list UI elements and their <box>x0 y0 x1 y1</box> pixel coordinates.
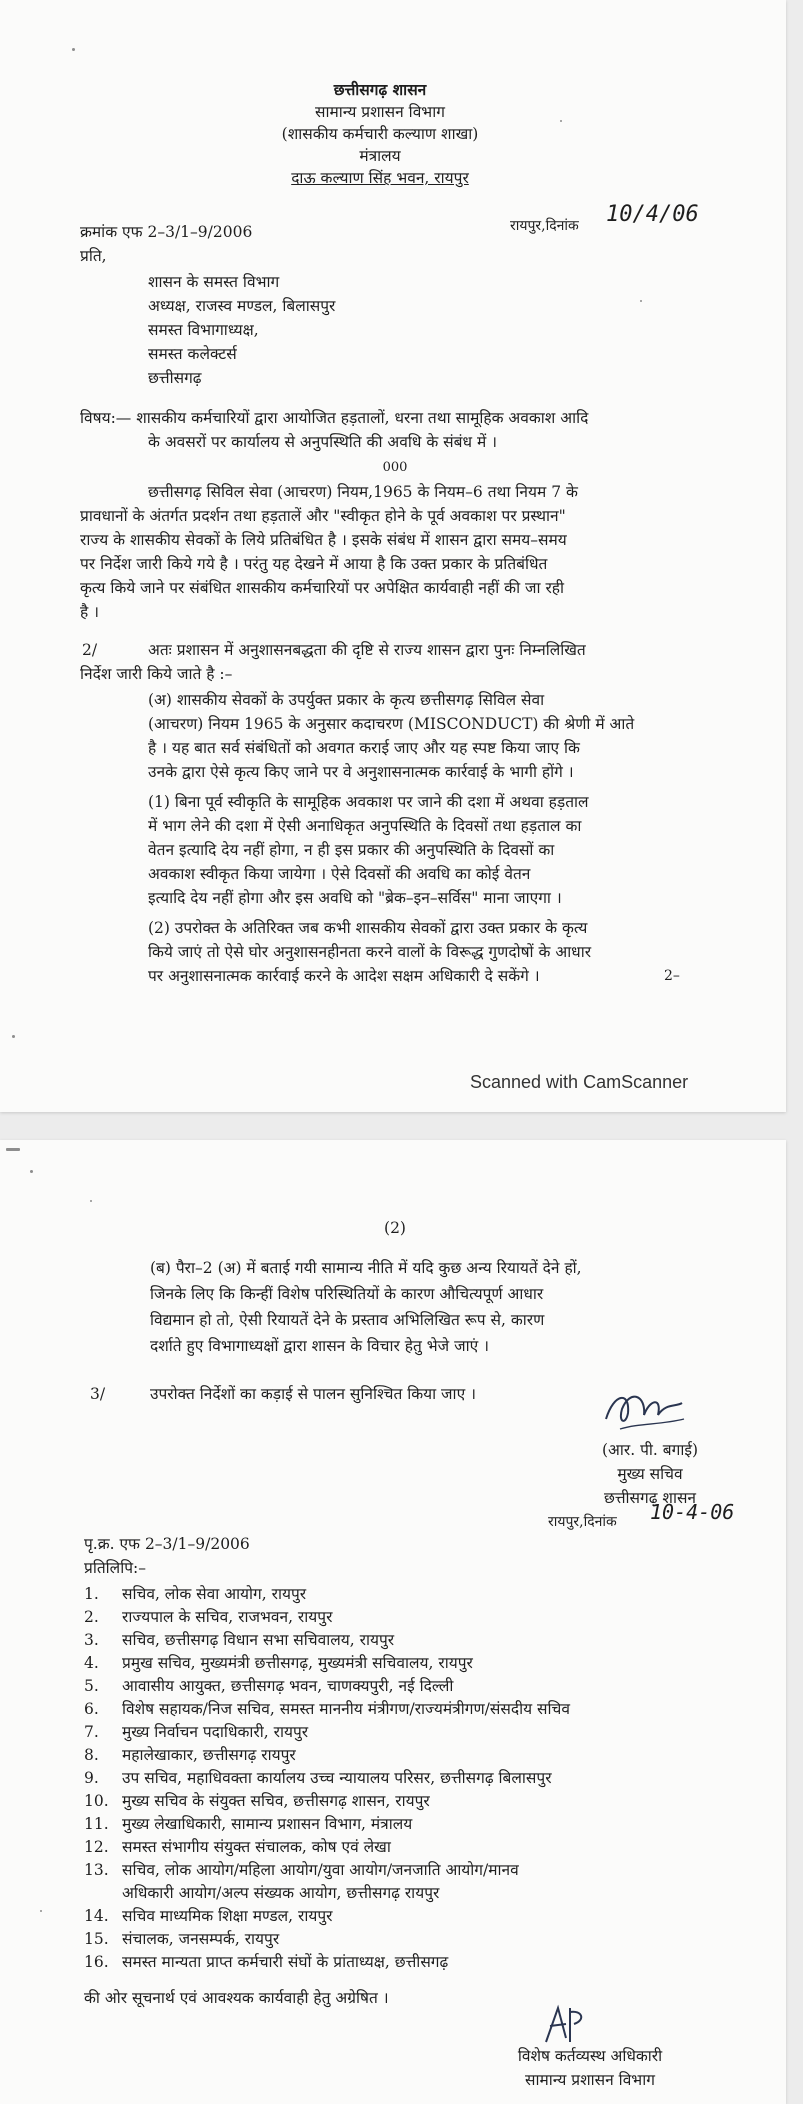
recipient-line: समस्त कलेक्टर्स <box>148 345 237 363</box>
copy-recipient: संचालक, जनसम्पर्क, रायपुर <box>122 1930 280 1948</box>
copy-number: 16. <box>84 1953 109 1971</box>
copy-recipient: मुख्य सचिव के संयुक्त सचिव, छत्तीसगढ़ शासन, रायपुर <box>122 1792 430 1810</box>
copy-number: 2. <box>84 1608 99 1626</box>
copy-recipient: प्रमुख सचिव, मुख्यमंत्री छत्तीसगढ़, मुख्यमंत्री सचिवालय, रायपुर <box>122 1654 473 1672</box>
recipient-line: अध्यक्ष, राजस्व मण्डल, बिलासपुर <box>148 297 336 315</box>
signatory2-org: सामान्य प्रशासन विभाग <box>525 2071 655 2089</box>
para2a-line: (आचरण) नियम 1965 के अनुसार कदाचरण (MISCONDUCT) की श्रेणी में आते <box>148 715 635 733</box>
endorsement-ref: पृ.क्र. एफ 2–3/1–9/2006 <box>84 1535 250 1553</box>
endorsement-handwritten-date: 10-4-06 <box>650 1500 735 1524</box>
scanner-watermark: Scanned with CamScanner <box>470 1072 689 1092</box>
copy-number: 9. <box>84 1769 99 1787</box>
copy-recipient: समस्त मान्यता प्राप्त कर्मचारी संघों के प्रांताध्यक्ष, छत्तीसगढ़ <box>122 1953 449 1971</box>
point1-line: वेतन इत्यादि देय नहीं होगा, न ही इस प्रकार की अनुपस्थिति के दिवसों का <box>148 841 555 859</box>
para3-number: 3/ <box>90 1385 106 1403</box>
copy-recipient: आवासीय आयुक्त, छत्तीसगढ़ भवन, चाणक्यपुरी, नई दिल्ली <box>122 1677 454 1695</box>
copy-number: 8. <box>84 1746 99 1764</box>
copy-recipient: उप सचिव, महाधिवक्ता कार्यालय उच्च न्यायालय परिसर, छत्तीसगढ़ बिलासपुर <box>122 1769 552 1787</box>
copy-number: 11. <box>84 1815 109 1833</box>
subject-line: के अवसरों पर कार्यालय से अनुपस्थिति की अवधि के संबंध में । <box>148 433 498 451</box>
page-number: (2) <box>384 1219 406 1237</box>
signatory2-title: विशेष कर्तव्यस्थ अधिकारी <box>517 2047 663 2065</box>
initials-mark <box>536 2002 596 2048</box>
point1-line: अवकाश स्वीकृत किया जायेगा । ऐसे दिवसों की अवधि का कोई वेतन <box>148 865 531 883</box>
copy-recipient: समस्त संभागीय संयुक्त संचालक, कोष एवं लेखा <box>122 1838 391 1856</box>
point1-line: (1) बिना पूर्व स्वीकृति के सामूहिक अवकाश पर जाने की दशा में अथवा हड़ताल <box>148 793 589 811</box>
endorsement-date-label: रायपुर,दिनांक <box>548 1514 617 1530</box>
point1-line: इत्यादि देय नहीं होगा और इस अवधि को "ब्रेक–इन–सर्विस" माना जाएगा । <box>148 889 562 907</box>
header-building: दाऊ कल्याण सिंह भवन, रायपुर <box>291 169 469 187</box>
copy-recipient: सचिव, छत्तीसगढ़ विधान सभा सचिवालय, रायपुर <box>122 1631 395 1649</box>
recipient-line: समस्त विभागाध्यक्ष, <box>148 321 259 339</box>
page-continue-marker: 2– <box>664 968 680 984</box>
copy-number: 14. <box>84 1907 109 1925</box>
point2-line: (2) उपरोक्त के अतिरिक्त जब कभी शासकीय सेवकों द्वारा उक्त प्रकार के कृत्य <box>148 919 588 937</box>
copy-number: 6. <box>84 1700 99 1718</box>
copy-recipient: मुख्य निर्वाचन पदाधिकारी, रायपुर <box>122 1723 309 1741</box>
separator: 000 <box>382 460 408 475</box>
para-b-line: (ब) पैरा–2 (अ) में बताई गयी सामान्य नीति में यदि कुछ अन्य रियायतें देने हों, <box>150 1259 582 1277</box>
para2a-line: है । यह बात सर्व संबंधितों को अवगत कराई जाए और यह स्पष्ट किया जाए कि <box>148 739 580 757</box>
signatory1-name: (आर. पी. बगाई) <box>601 1441 698 1459</box>
point2-line: किये जाएं तो ऐसे घोर अनुशासनहीनता करने वालों के विरूद्ध गुणदोषों के आधार <box>148 943 592 961</box>
scan-speck <box>6 1148 20 1151</box>
reference-number: क्रमांक एफ 2–3/1–9/2006 <box>80 223 253 241</box>
para3-text: उपरोक्त निर्देशों का कड़ाई से पालन सुनिश्चित किया जाए । <box>150 1385 476 1403</box>
signatory1-title: मुख्य सचिव <box>617 1465 683 1483</box>
scan-speck <box>90 1200 92 1202</box>
para2a-line: (अ) शासकीय सेवकों के उपर्युक्त प्रकार के कृत्य छत्तीसगढ़ सिविल सेवा <box>148 691 545 709</box>
para1-line: राज्य के शासकीय सेवकों के लिये प्रतिबंधित है । इसके संबंध में शासन द्वारा समय–समय <box>80 531 567 549</box>
copy-recipient: सचिव, लोक सेवा आयोग, रायपुर <box>122 1585 307 1603</box>
handwritten-date: 10/4/06 <box>606 202 699 227</box>
copy-recipient: महालेखाकार, छत्तीसगढ़ रायपुर <box>122 1746 296 1764</box>
copy-number: 12. <box>84 1838 109 1856</box>
para1-line: पर निर्देश जारी किये गये है । परंतु यह देखने में आया है कि उक्त प्रकार के प्रतिबंधित <box>80 555 548 573</box>
scan-speck <box>40 1910 42 1912</box>
para2-line: अतः प्रशासन में अनुशासनबद्धता की दृष्टि से राज्य शासन द्वारा पुनः निम्नलिखित <box>148 641 586 659</box>
copy-number: 13. <box>84 1861 109 1879</box>
prati-label: प्रति, <box>80 247 107 265</box>
recipient-line: छत्तीसगढ़ <box>148 369 202 387</box>
scan-speck <box>640 300 642 302</box>
scan-speck <box>30 1170 33 1173</box>
para2a-line: उनके द्वारा ऐसे कृत्य किए जाने पर वे अनुशासनात्मक कार्रवाई के भागी होंगे । <box>148 763 574 781</box>
scan-speck <box>72 48 75 51</box>
para-b-line: जिनके लिए कि किन्हीं विशेष परिस्थितियों के कारण औचित्यपूर्ण आधार <box>150 1285 544 1303</box>
copy-number: 4. <box>84 1654 99 1672</box>
para1-line: प्रावधानों के अंतर्गत प्रदर्शन तथा हड़तालें और "स्वीकृत होने के पूर्व अवकाश पर प्रस्थान" <box>80 507 566 525</box>
copy-number: 3. <box>84 1631 99 1649</box>
copy-number: 10. <box>84 1792 109 1810</box>
copy-number: 7. <box>84 1723 99 1741</box>
scan-speck <box>12 1035 15 1038</box>
para2-number: 2/ <box>82 641 98 659</box>
recipient-line: शासन के समस्त विभाग <box>148 273 280 291</box>
document-page-2 <box>0 1140 786 2104</box>
copy-recipient: सचिव, लोक आयोग/महिला आयोग/युवा आयोग/जनजाति आयोग/मानव <box>122 1861 519 1879</box>
subject-line: विषय:— शासकीय कर्मचारियों द्वारा आयोजित हड़तालों, धरना तथा सामूहिक अवकाश आदि <box>80 409 589 427</box>
para1-line: कृत्य किये जाने पर संबंधित शासकीय कर्मचारियों पर अपेक्षित कार्यवाही नहीं की जा रही <box>80 579 565 597</box>
copy-recipient: राज्यपाल के सचिव, राजभवन, रायपुर <box>122 1608 333 1626</box>
header-govt: छत्तीसगढ़ शासन <box>333 80 427 99</box>
header-department: सामान्य प्रशासन विभाग <box>315 103 445 121</box>
copy-recipient: विशेष सहायक/निज सचिव, समस्त माननीय मंत्रीगण/राज्यमंत्रीगण/संसदीय सचिव <box>122 1700 570 1718</box>
signatory1-org: छत्तीसगढ़ शासन <box>603 1489 697 1507</box>
copy-number: 1. <box>84 1585 99 1603</box>
para1-line: है । <box>80 603 100 621</box>
header-section: (शासकीय कर्मचारी कल्याण शाखा) <box>281 125 479 143</box>
para-b-line: विद्यमान हो तो, ऐसी रियायतें देने के प्रस्ताव अभिलिखित रूप से, कारण <box>150 1311 545 1329</box>
para1-line: छत्तीसगढ़ सिविल सेवा (आचरण) नियम,1965 के नियम–6 तथा नियम 7 के <box>148 483 578 501</box>
copy-heading: प्रतिलिपि:– <box>84 1559 146 1577</box>
date-label: रायपुर,दिनांक <box>510 218 579 234</box>
signature-mark <box>600 1385 690 1435</box>
copy-number: 5. <box>84 1677 99 1695</box>
copy-recipient: अधिकारी आयोग/अल्प संख्यक आयोग, छत्तीसगढ़ रायपुर <box>122 1884 440 1902</box>
para2-line: निर्देश जारी किये जाते है :– <box>80 665 233 683</box>
copy-number: 15. <box>84 1930 109 1948</box>
copy-recipient: सचिव माध्यमिक शिक्षा मण्डल, रायपुर <box>122 1907 333 1925</box>
scan-speck <box>560 120 562 122</box>
point1-line: में भाग लेने की दशा में ऐसी अनाधिकृत अनुपस्थिति के दिवसों तथा हड़ताल का <box>148 817 582 835</box>
copy-recipient: मुख्य लेखाधिकारी, सामान्य प्रशासन विभाग, मंत्रालय <box>122 1815 413 1833</box>
point2-line: पर अनुशासनात्मक कार्रवाई करने के आदेश सक्षम अधिकारी दे सकेंगे । <box>148 967 540 985</box>
copy-purpose: की ओर सूचनार्थ एवं आवश्यक कार्यवाही हेतु अग्रेषित । <box>84 1989 389 2007</box>
para-b-line: दर्शाते हुए विभागाध्यक्षों द्वारा शासन के विचार हेतु भेजे जाएं । <box>150 1337 489 1355</box>
header-ministry: मंत्रालय <box>359 147 401 165</box>
